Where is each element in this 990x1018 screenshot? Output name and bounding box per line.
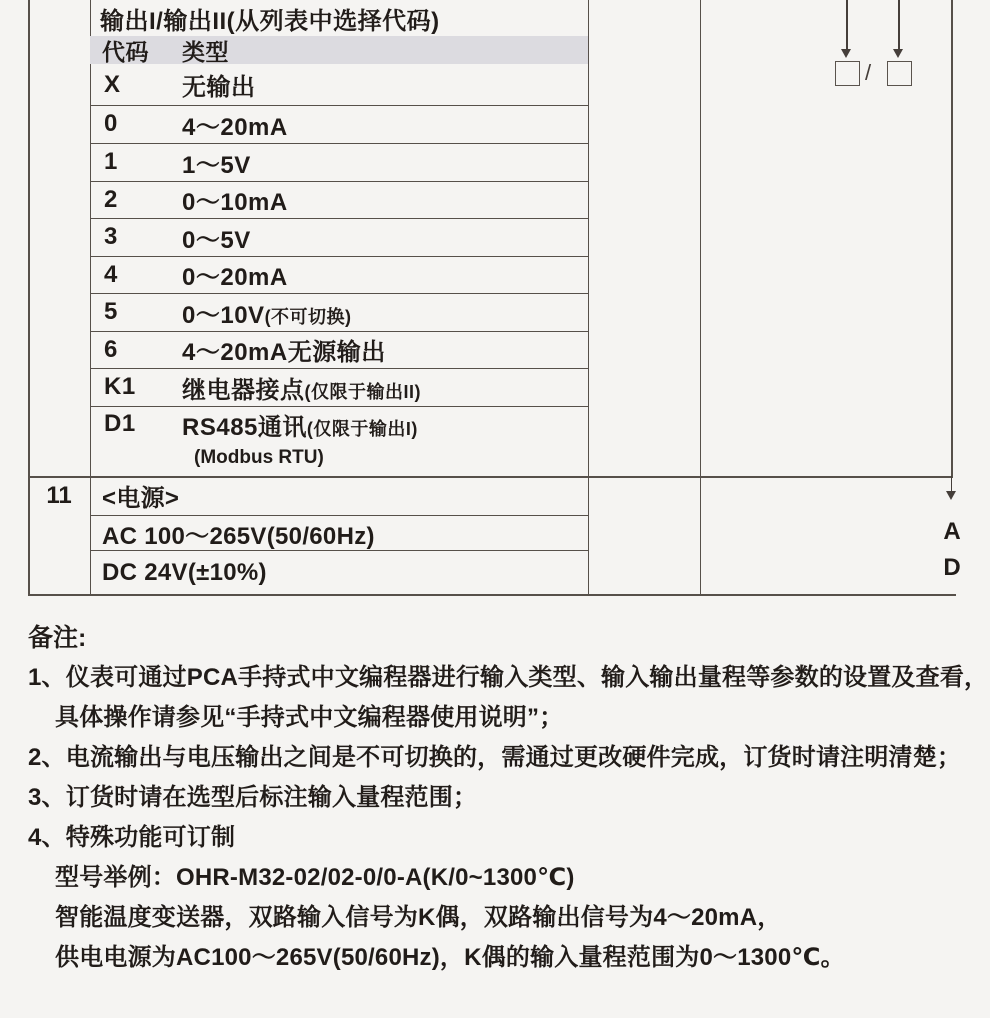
table-row (90, 105, 588, 144)
power-option-ac: AC 100～265V(50/60Hz) (102, 522, 375, 550)
code-cell: 1 (104, 148, 118, 175)
table-row (90, 256, 588, 294)
notes-title: 备注: (28, 624, 87, 652)
type-cell: 无输出 (182, 74, 256, 101)
code-cell: 5 (104, 298, 118, 325)
down-arrow-icon (846, 0, 848, 50)
note-line: 4、特殊功能可订制 (28, 824, 236, 851)
down-arrowhead-icon (893, 49, 903, 58)
type-note: (仅限于输出I) (306, 418, 418, 439)
note-line: 3、订货时请在选型后标注输入量程范围； (28, 784, 478, 811)
down-arrow-icon (898, 0, 900, 50)
type-cell: 4～20mA (182, 113, 288, 141)
type-note: (不可切换) (264, 306, 352, 327)
code-cell: X (104, 70, 121, 98)
note-line: 供电电源为AC100～265V(50/60Hz)，K偶的输入量程范围为0～1300℃。 (55, 944, 845, 971)
output-header-label: 输出I/输出II(从列表中选择代码) (100, 7, 440, 35)
type-cell: 4～20mA无源输出 (182, 339, 386, 366)
table-row (90, 331, 588, 369)
row-number-11: 11 (46, 482, 72, 509)
table-right-border (951, 0, 953, 476)
modbus-note: (Modbus RTU) (194, 447, 324, 468)
table-row (90, 368, 588, 407)
code-cell: K1 (104, 373, 136, 400)
note-line: 2、电流输出与电压输出之间是不可切换的，需通过更改硬件完成，订货时请注明清楚； (28, 744, 962, 771)
power-option-dc-row (90, 551, 588, 594)
type-cell: 1～5V (182, 151, 251, 179)
code-cell: D1 (104, 410, 136, 437)
type-cell: RS485通讯 (182, 413, 307, 441)
notes-section (0, 600, 990, 1018)
note-line: 智能温度变送器，双路输入信号为K偶，双路输出信号为4～20mA， (55, 904, 782, 931)
table-row (90, 181, 588, 219)
table-col-divider-2 (588, 0, 589, 594)
type-cell: 0～5V (182, 226, 251, 254)
note-line: 1、仪表可通过PCA手持式中文编程器进行输入类型、输入输出量程等参数的设置及查看， (28, 664, 989, 691)
column-header-type: 类型 (182, 38, 229, 65)
power-code-d: D (943, 554, 961, 581)
type-note: (仅限于输出II) (304, 381, 421, 402)
code-type-header-row (90, 36, 588, 64)
code-cell: 0 (104, 110, 118, 137)
table-row (90, 64, 588, 106)
power-arrowhead-icon (946, 491, 956, 500)
power-option-dc: DC 24V(±10%) (102, 558, 267, 586)
table-row (90, 406, 588, 442)
code-cell: 3 (104, 223, 118, 250)
output-section-header (90, 0, 588, 36)
code-cell: 2 (104, 185, 118, 213)
table-row (90, 293, 588, 332)
power-option-ac-row (90, 516, 588, 551)
power-label-row (90, 476, 588, 516)
power-code-a: A (943, 518, 961, 545)
table-col-divider-3 (700, 0, 701, 594)
table-row (90, 143, 588, 182)
down-arrowhead-icon (841, 49, 851, 58)
power-label: <电源> (102, 485, 180, 512)
power-arrow-shaft (951, 476, 953, 491)
type-cell: 0～10V (182, 301, 265, 329)
column-header-code: 代码 (102, 38, 149, 65)
code-separator-slash: / (865, 60, 872, 85)
model-code-box-output1 (835, 61, 860, 86)
type-cell: 0～10mA (182, 189, 288, 216)
table-bottom-border (28, 594, 956, 596)
type-cell: 继电器接点 (182, 376, 305, 404)
code-cell: 4 (104, 260, 118, 288)
table-row (90, 218, 588, 257)
model-code-box-output2 (887, 61, 912, 86)
code-cell: 6 (104, 335, 118, 363)
note-line: 具体操作请参见“手持式中文编程器使用说明”； (55, 704, 564, 731)
type-cell: 0～20mA (182, 264, 288, 291)
note-line: 型号举例：OHR-M32-02/02-0/0-A(K/0~1300℃) (55, 864, 575, 891)
